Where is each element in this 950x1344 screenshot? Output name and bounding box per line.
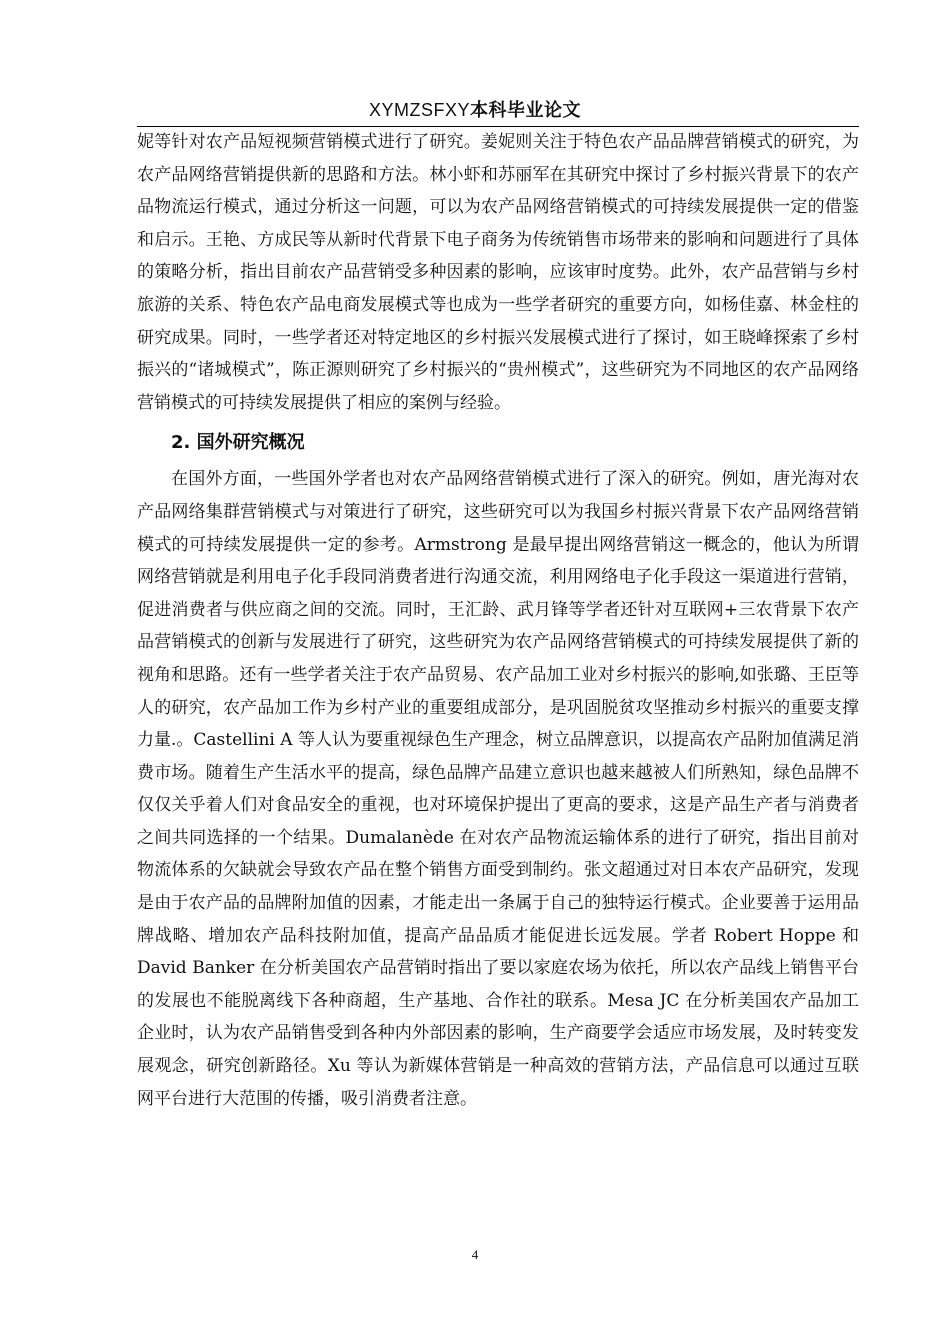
header-title: 本科毕业论文 <box>470 100 581 121</box>
body-paragraph-continued: 妮等针对农产品短视频营销模式进行了研究。姜妮则关注于特色农产品品牌营销模式的研究，为农产品网络营销提供新的思路和方法。林小虾和苏丽军在其研究中探讨了乡村振兴背景下的农产品物流运行模式，通过分析这一问题，可以为农产品网络营销模式的可持续发展提供一定的借鉴和启示。王艳、方成民等从新时代背景下电子商务为传统销售市场带来的影响和问题进行了具体的策略分析，指出目前农产品营销受多种因素的影响，应该审时度势。此外，农产品营销与乡村旅游的关系、特色农产品电商发展模式等也成为一些学者研究的重要方向，如杨佳嘉、林金柱的研究成果。同时，一些学者还对特定地区的乡村振兴发展模式进行了探讨，如王晓峰探索了乡村振兴的“诸城模式”，陈正源则研究了乡村振兴的“贵州模式”，这些研究为不同地区的农产品网络营销模式的可持续发展提供了相应的案例与经验。 <box>137 132 859 413</box>
document-body <box>137 126 859 1115</box>
header-code: XYMZSFXY <box>368 100 470 120</box>
page-number: 4 <box>471 1247 479 1262</box>
page-header <box>0 96 950 125</box>
body-paragraph: 在国外方面，一些国外学者也对农产品网络营销模式进行了深入的研究。例如，唐光海对农产品网络集群营销模式与对策进行了研究，这些研究可以为我国乡村振兴背景下农产品网络营销模式的可持续发展提供一定的参考。Armstrong 是最早提出网络营销这一概念的，他认为所谓网络营销就是利用电子化手段同消费者进行沟通交流，利用网络电子化手段这一渠道进行营销，促进消费者与供应商之间的交流。同时，王汇龄、武月锋等学者还针对互联网+三农背景下农产品营销模式的创新与发展进行了研究，这些研究为农产品网络营销模式的可持续发展提供了新的视角和思路。还有一些学者关注于农产品贸易、农产品加工业对乡村振兴的影响,如张璐、王臣等人的研究，农产品加工作为乡村产业的重要组成部分，是巩固脱贫攻坚推动乡村振兴的重要支撑力量.。Castellini A 等人认为要重视绿色生产理念，树立品牌意识，以提高农产品附加值满足消费市场。随着生产生活水平的提高，绿色品牌产品建立意识也越来越被人们所熟知，绿色品牌不仅仅关乎着人们对食品安全的重视，也对环境保护提出了更高的要求，这是产品生产者与消费者之间共同选择的一个结果。Dumalanède 在对农产品物流运输体系的进行了研究，指出目前对物流体系的欠缺就会导致农产品在整个销售方面受到制约。张文超通过对日本农产品研究，发现是由于农产品的品牌附加值的因素，才能走出一条属于自己的独特运行模式。企业要善于运用品牌战略、增加农产品科技附加值，提高产品品质才能促进长远发展。学者 Robert Hoppe 和 David Banker 在分析美国农产品营销时指出了要以家庭农场为依托，所以农产品线上销售平台的发展也不能脱离线下各种商超，生产基地、合作社的联系。Mesa JC 在分析美国农产品加工企业时，认为农产品销售受到各种内外部因素的影响，生产商要学会适应市场发展，及时转变发展观念，研究创新路径。Xu 等认为新媒体营销是一种高效的营销方法，产品信息可以通过互联网平台进行大范围的传播，吸引消费者注意。 <box>137 469 859 1109</box>
section-heading: 2. 国外研究概况 <box>171 432 305 454</box>
